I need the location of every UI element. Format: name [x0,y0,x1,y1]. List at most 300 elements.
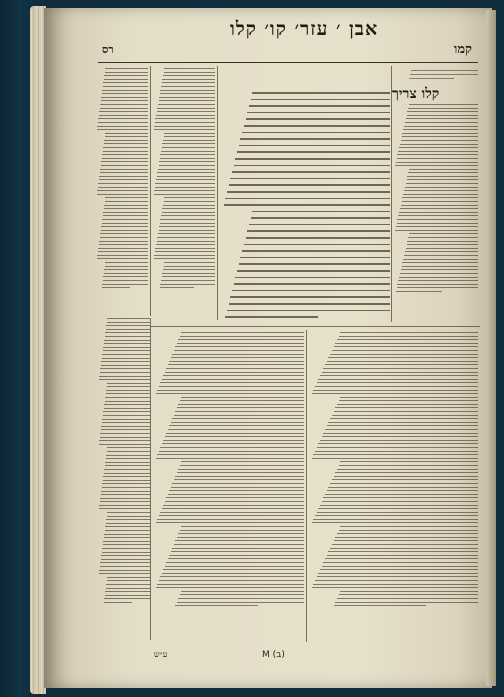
text-line [164,197,215,198]
column-divider [306,330,307,642]
text-line [229,184,390,186]
text-line [105,72,148,73]
text-line [411,70,478,71]
text-line [224,204,390,206]
text-line [103,215,148,216]
text-line [163,569,304,570]
text-line [163,269,215,270]
text-line [402,133,478,134]
text-line [162,443,305,444]
text-line [408,172,478,173]
text-line [97,126,148,127]
text-line [400,273,478,274]
text-line [107,577,150,578]
text-line [160,223,215,224]
text-line [105,68,148,69]
text-line [104,534,150,535]
text-line [99,440,150,441]
text-line [157,108,215,109]
text-line [178,533,304,534]
text-line [232,171,390,173]
text-line [162,273,215,274]
text-line [181,526,304,527]
text-line [175,605,258,606]
text-line [332,415,478,416]
text-line [335,343,478,344]
text-line [247,230,390,232]
text-line [101,555,150,556]
folio-signature: M (ב) [262,650,285,660]
text-line [171,551,305,552]
text-line [169,555,304,556]
text-line [105,526,150,527]
text-line [105,332,150,333]
text-line [172,483,304,484]
text-line [103,476,150,477]
text-line [103,280,148,281]
text-line [166,497,304,498]
text-line [408,237,478,238]
text-line [97,190,148,191]
text-line [312,458,478,459]
text-line [402,266,478,267]
text-line [330,548,478,549]
text-line [337,469,478,470]
text-line [401,140,478,141]
text-line [322,436,478,437]
text-line [104,208,148,209]
text-line [400,208,478,209]
text-line [403,194,478,195]
text-line [335,407,478,408]
text-line [103,347,150,348]
text-line [312,587,478,588]
text-line [230,296,390,298]
text-line [340,526,478,527]
text-line [337,339,478,340]
right-page-edge [486,10,496,686]
text-line [101,365,150,366]
text-line [98,187,148,188]
text-line [97,258,148,259]
text-line [154,126,215,127]
text-line [401,269,478,270]
text-line [102,223,148,224]
lower-left-commentary [98,318,150,638]
text-line [105,201,148,202]
text-line [101,491,150,492]
text-line [104,343,150,344]
text-line [160,90,215,91]
text-line [340,397,478,398]
text-line [157,111,215,112]
text-line [251,217,390,219]
text-line [161,86,215,87]
text-line [102,287,131,288]
text-line [99,573,150,574]
text-line [332,350,478,351]
text-line [337,533,478,534]
inner-commentary-column [153,68,215,318]
text-line [172,548,304,549]
text-line [159,580,305,581]
text-line [159,226,215,227]
text-line [163,140,215,141]
text-line [405,251,478,252]
text-line [323,497,478,498]
page-header [102,36,472,62]
text-line [328,357,478,358]
text-line [105,462,150,463]
text-line [237,270,390,272]
text-line [100,566,150,567]
text-line [98,118,148,119]
text-line [409,233,478,234]
text-line [106,458,150,459]
text-line [165,501,305,502]
text-line [162,276,215,277]
text-line [239,145,390,147]
text-line [175,540,304,541]
text-line [100,104,148,105]
text-line [99,376,150,377]
text-line [325,429,478,430]
text-line [156,587,305,588]
text-line [160,284,215,285]
text-line [155,187,215,188]
page-number-alt: רס [102,42,114,56]
text-line [327,490,478,491]
text-line [162,79,215,80]
text-line [235,158,390,160]
text-line [154,258,215,259]
text-line [98,251,148,252]
text-line [232,290,390,292]
text-line [409,104,478,105]
text-line [317,512,478,513]
text-line [315,515,478,516]
text-line [171,422,305,423]
text-line [397,158,478,159]
text-line [175,346,304,347]
text-line [398,280,478,281]
text-line [244,244,390,246]
text-line [162,508,305,509]
text-line [100,172,148,173]
text-line [402,136,478,137]
text-line [312,393,478,394]
text-line [399,277,478,278]
text-line [162,147,215,148]
text-line [313,584,478,585]
text-line [100,437,150,438]
text-line [105,136,148,137]
text-line [157,519,304,520]
text-line [327,425,478,426]
text-line [335,472,478,473]
text-line [101,230,148,231]
text-line [327,555,478,556]
text-line [99,505,150,506]
text-line [165,436,305,437]
text-line [99,508,150,509]
text-line [157,241,215,242]
text-line [339,530,478,531]
text-line [104,408,150,409]
text-line [160,447,304,448]
text-line [159,97,215,98]
text-line [181,591,304,592]
text-line [106,390,150,391]
text-line [105,266,148,267]
text-line [166,433,304,434]
text-line [98,122,148,123]
text-line [397,154,478,155]
text-line [105,591,150,592]
text-line [104,469,150,470]
text-line [242,132,390,134]
text-line [234,283,390,285]
text-line [313,454,478,455]
text-line [160,287,194,288]
text-line [160,158,215,159]
text-line [396,162,478,163]
text-line [104,79,148,80]
text-line [102,358,150,359]
folio-note: ע״ש [154,650,168,659]
text-line [334,605,426,606]
text-line [315,580,478,581]
text-line [102,548,150,549]
text-line [159,451,305,452]
text-line [106,588,150,589]
text-line [163,440,304,441]
text-line [335,602,478,603]
main-text-block [222,92,390,324]
text-line [106,393,150,394]
text-line [407,176,478,177]
text-line [154,129,215,130]
text-line [103,415,150,416]
text-line [158,169,215,170]
text-line [247,112,390,114]
text-line [398,215,478,216]
text-line [317,382,478,383]
text-line [164,262,215,263]
text-line [330,354,478,355]
text-line [339,594,478,595]
text-line [405,122,478,123]
text-line [159,161,215,162]
text-line [406,183,478,184]
text-line [240,257,390,259]
text-line [100,368,150,369]
text-line [104,140,148,141]
text-line [174,350,305,351]
text-line [407,179,478,180]
text-line [180,594,305,595]
text-line [318,573,478,574]
text-line [399,147,478,148]
text-line [157,390,304,391]
text-line [409,78,454,79]
text-line [164,133,215,134]
text-line [164,68,215,69]
text-line [160,219,215,220]
text-line [230,178,390,180]
text-line [159,100,215,101]
text-line [396,291,442,292]
text-line [157,237,215,238]
text-line [180,336,305,337]
text-line [177,343,305,344]
text-line [402,262,478,263]
text-line [163,75,215,76]
text-line [181,397,304,398]
text-line [323,433,478,434]
text-line [163,205,215,206]
text-line [168,494,305,495]
text-line [177,537,305,538]
text-line [162,143,215,144]
text-line [406,118,478,119]
text-line [104,75,148,76]
text-line [313,519,478,520]
text-line [404,190,478,191]
text-line [107,322,150,323]
text-line [99,111,148,112]
text-line [339,336,478,337]
text-line [102,158,148,159]
text-line [169,425,304,426]
text-line [408,108,478,109]
text-line [402,201,478,202]
text-line [318,443,478,444]
text-line [322,566,478,567]
text-line [106,455,150,456]
text-line [174,415,305,416]
text-line [318,379,478,380]
text-line [340,591,478,592]
text-line [101,429,150,430]
text-line [340,332,478,333]
text-line [105,530,150,531]
text-line [322,501,478,502]
text-line [156,522,305,523]
text-line [168,558,305,559]
text-line [168,429,305,430]
text-line [407,115,478,116]
text-line [410,74,478,75]
text-line [104,143,148,144]
text-line [100,233,148,234]
text-line [100,108,148,109]
text-line [317,447,478,448]
text-line [104,598,150,599]
text-line [103,147,148,148]
text-line [328,487,478,488]
text-line [334,346,478,347]
text-line [99,176,148,177]
text-line [404,255,478,256]
text-line [162,208,215,209]
text-line [162,379,305,380]
text-line [177,407,305,408]
text-line [169,490,304,491]
text-line [157,172,215,173]
text-line [107,516,150,517]
text-line [332,544,478,545]
text-line [227,191,390,193]
text-line [103,544,150,545]
text-line [99,379,150,380]
text-line [164,72,215,73]
text-line [175,476,304,477]
text-line [240,138,390,140]
text-line [102,552,150,553]
text-line [99,244,148,245]
text-line [162,82,215,83]
text-line [242,250,390,252]
text-line [237,151,390,153]
text-line [97,255,148,256]
text-line [104,340,150,341]
text-line [97,194,148,195]
text-line [399,212,478,213]
text-line [160,512,304,513]
text-line [155,122,215,123]
text-line [178,469,304,470]
text-line [165,372,305,373]
text-line [339,465,478,466]
text-line [174,544,305,545]
text-line [322,372,478,373]
text-line [162,573,305,574]
text-line [103,82,148,83]
running-title: אבן ׳ עזר׳ קו׳ קלו [230,18,379,40]
text-line [332,479,478,480]
text-line [104,473,150,474]
text-line [106,329,150,330]
text-line [156,244,215,245]
text-line [104,269,148,270]
text-line [164,136,215,137]
text-line [101,494,150,495]
text-line [397,223,478,224]
text-line [161,151,215,152]
text-line [105,397,150,398]
column-divider [150,318,151,640]
text-line [244,125,390,127]
text-line [320,569,478,570]
text-line [177,472,305,473]
text-line [160,93,215,94]
text-line [166,562,304,563]
text-line [159,230,215,231]
text-line [330,483,478,484]
text-line [334,411,478,412]
text-line [325,364,478,365]
text-line [157,454,304,455]
text-line [249,105,390,107]
text-line [330,418,478,419]
section-label: קלו צריך [392,86,440,102]
text-line [107,451,150,452]
text-line [313,390,478,391]
backdrop [0,0,34,697]
text-line [101,426,150,427]
text-line [325,558,478,559]
